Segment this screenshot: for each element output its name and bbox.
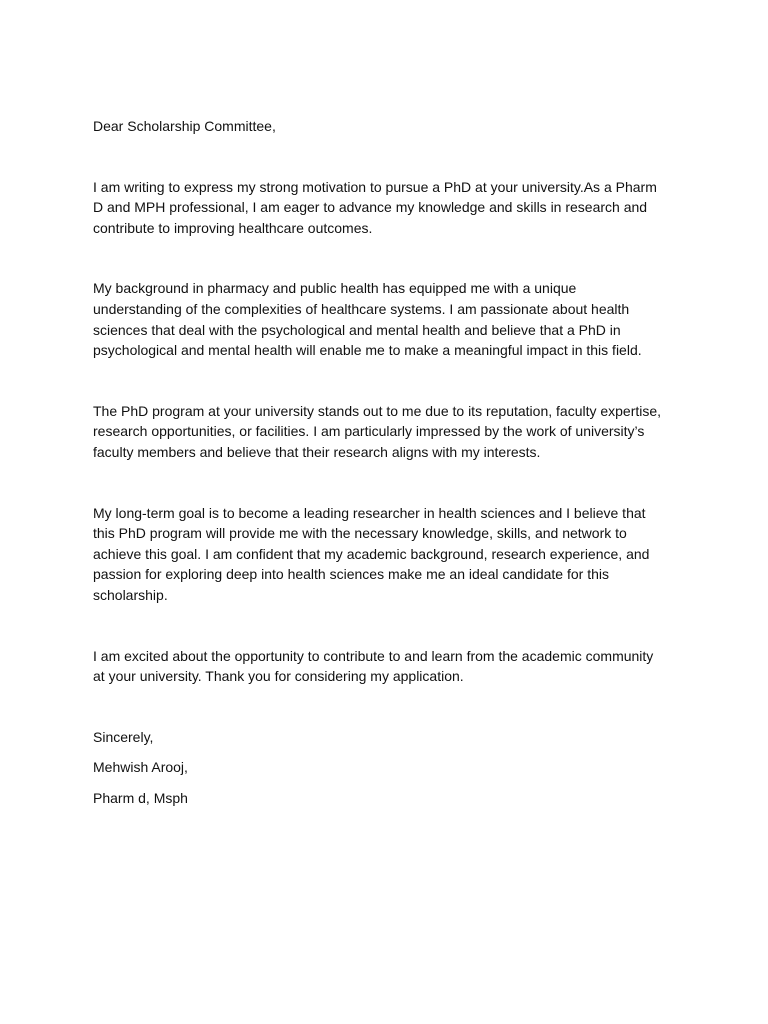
paragraph-line: I am writing to express my strong motivation to pursue a PhD at your university.As a Pharm — [93, 178, 657, 195]
closing: Sincerely, — [93, 728, 154, 745]
signer-name: Mehwish Arooj, — [93, 759, 188, 776]
paragraph-line: sciences that deal with the psychological and mental health and believe that a PhD in — [93, 321, 621, 338]
paragraph-line: contribute to improving healthcare outcomes. — [93, 219, 373, 236]
paragraph-4 — [93, 503, 678, 606]
paragraph-line: understanding of the complexities of healthcare systems. I am passionate about health — [93, 300, 630, 317]
paragraph-line: research opportunities, or facilities. I am particularly impressed by the work of university’s — [93, 423, 645, 440]
paragraph-line: passion for exploring deep into health sciences make me an ideal candidate for this — [93, 566, 609, 583]
paragraph-line: scholarship. — [93, 586, 168, 603]
signer-credentials: Pharm d, Msph — [93, 789, 188, 806]
paragraph-line: psychological and mental health will enable me to make a meaningful impact in this field. — [93, 342, 642, 359]
paragraph-2 — [93, 278, 678, 360]
paragraph-3 — [93, 401, 678, 463]
paragraph-line: I am excited about the opportunity to contribute to and learn from the academic community — [93, 647, 654, 664]
paragraph-5 — [93, 646, 678, 687]
paragraph-1 — [93, 177, 678, 239]
paragraph-line: achieve this goal. I am confident that my academic background, research experience, and — [93, 545, 650, 562]
letter-body — [93, 116, 678, 808]
paragraph-line: My long-term goal is to become a leading researcher in health sciences and I believe that — [93, 504, 646, 521]
paragraph-line: My background in pharmacy and public health has equipped me with a unique — [93, 280, 577, 297]
paragraph-line: faculty members and believe that their research aligns with my interests. — [93, 443, 541, 460]
paragraph-line: D and MPH professional, I am eager to advance my knowledge and skills in research and — [93, 199, 648, 216]
paragraph-line: this PhD program will provide me with the necessary knowledge, skills, and network to — [93, 525, 627, 542]
paragraph-line: The PhD program at your university stands out to me due to its reputation, faculty expertise, — [93, 402, 662, 419]
salutation: Dear Scholarship Committee, — [93, 118, 276, 134]
paragraph-line: at your university. Thank you for considering my application. — [93, 668, 464, 685]
